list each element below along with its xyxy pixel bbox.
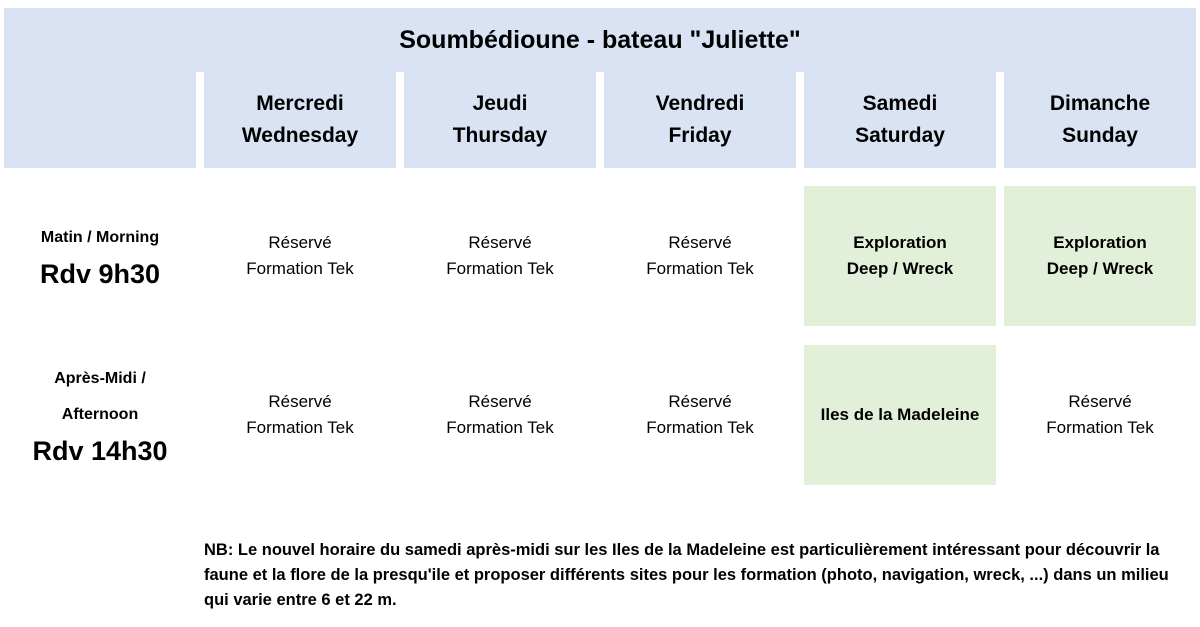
day-name-fr: Jeudi — [472, 92, 528, 115]
cell-line: Réservé — [468, 392, 532, 411]
row-period-label: Après-Midi / — [54, 370, 146, 387]
cell-line: Réservé — [468, 233, 532, 252]
day-name-fr: Mercredi — [256, 92, 344, 115]
day-name-en: Thursday — [452, 124, 548, 147]
row-period-label: Afternoon — [61, 406, 139, 423]
cell-line: Réservé — [268, 392, 332, 411]
cell-line: Deep / Wreck — [846, 259, 954, 278]
day-name-en: Wednesday — [241, 124, 359, 147]
cell-line: Exploration — [1053, 233, 1147, 252]
cell-afternoon-friday — [604, 345, 796, 485]
row-rdv-time: Rdv 14h30 — [32, 436, 168, 466]
cell-line: Exploration — [853, 233, 947, 252]
day-header-wednesday — [204, 72, 396, 168]
cell-afternoon-saturday — [804, 345, 996, 485]
cell-afternoon-wednesday — [204, 345, 396, 485]
day-name-fr: Samedi — [862, 92, 938, 115]
cell-afternoon-thursday — [404, 345, 596, 485]
day-name-fr: Vendredi — [655, 92, 745, 115]
row-label-morning — [4, 186, 196, 326]
row-rdv-time: Rdv 9h30 — [39, 259, 161, 289]
cell-morning-thursday — [404, 186, 596, 326]
cell-line: Formation Tek — [246, 418, 354, 437]
day-name-en: Friday — [668, 124, 732, 147]
cell-line: Formation Tek — [1046, 418, 1154, 437]
cell-line: Réservé — [268, 233, 332, 252]
cell-line: Formation Tek — [646, 259, 754, 278]
row-label-afternoon — [4, 345, 196, 485]
day-name-en: Sunday — [1062, 124, 1138, 147]
day-header-sunday — [1004, 72, 1196, 168]
cell-morning-friday — [604, 186, 796, 326]
cell-line: Formation Tek — [246, 259, 354, 278]
schedule-title: Soumbédioune - bateau "Juliette" — [4, 8, 1196, 72]
header-corner — [4, 72, 196, 168]
cell-line: Réservé — [668, 233, 732, 252]
schedule-note: NB: Le nouvel horaire du samedi après-midi sur les Iles de la Madeleine est particulièrement intéressant pour découvrir la faune et la flore de la presqu'ile et proposer différents sites pour les formation (photo, navigation, wreck, ...) dans un milieu qui varie entre 6 et 22 m. — [204, 541, 1169, 609]
cell-afternoon-sunday — [1004, 345, 1196, 485]
cell-line: Réservé — [1068, 392, 1132, 411]
day-name-fr: Dimanche — [1049, 92, 1151, 115]
day-name-en: Saturday — [855, 124, 945, 147]
cell-line: Formation Tek — [646, 418, 754, 437]
cell-morning-wednesday — [204, 186, 396, 326]
day-header-thursday — [404, 72, 596, 168]
row-period-label: Matin / Morning — [40, 229, 160, 246]
day-header-saturday — [804, 72, 996, 168]
cell-line: Réservé — [668, 392, 732, 411]
cell-morning-sunday — [1004, 186, 1196, 326]
cell-line: Deep / Wreck — [1046, 259, 1154, 278]
cell-morning-saturday — [804, 186, 996, 326]
cell-line: Formation Tek — [446, 418, 554, 437]
cell-line: Iles de la Madeleine — [820, 405, 980, 424]
day-header-friday — [604, 72, 796, 168]
cell-line: Formation Tek — [446, 259, 554, 278]
